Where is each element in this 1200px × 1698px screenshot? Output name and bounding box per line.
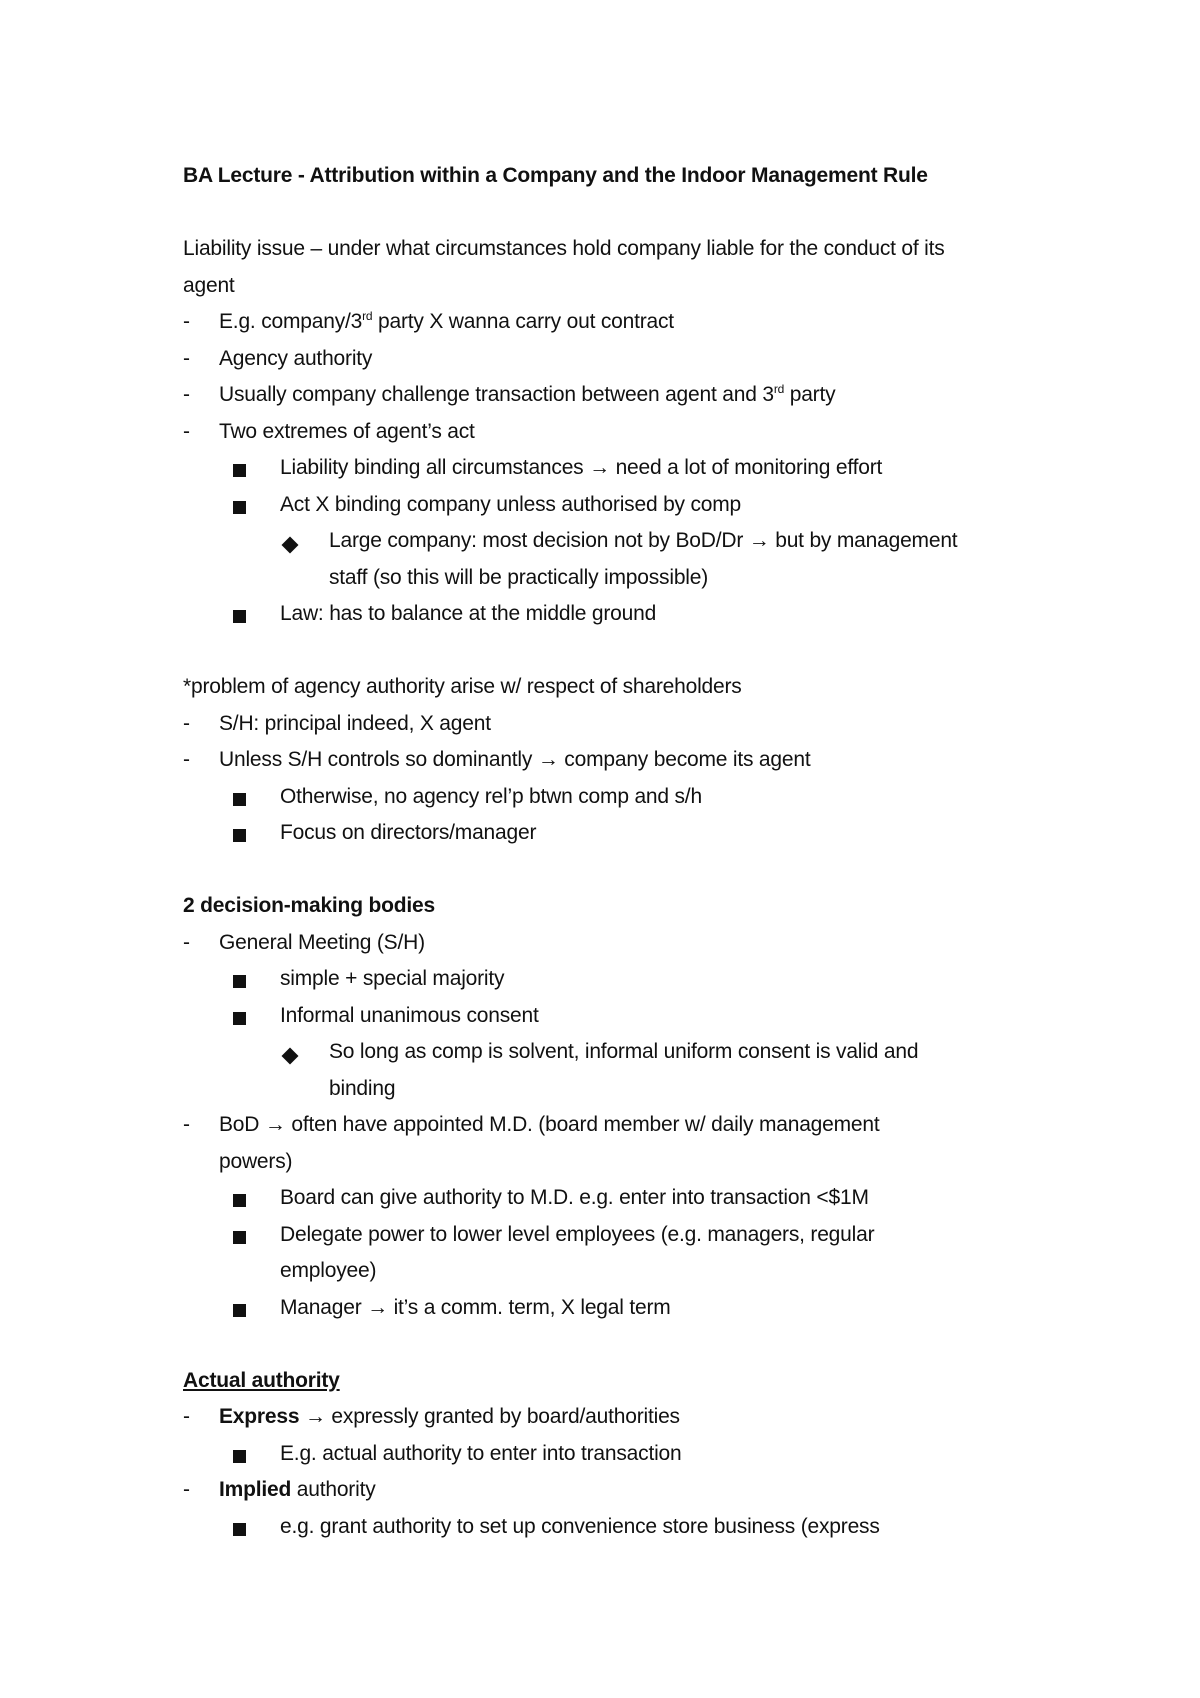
dash-bullet: -	[183, 383, 190, 406]
square-bullet-icon	[233, 1304, 246, 1317]
dash-bullet: -	[183, 748, 190, 771]
arrow-icon: →	[264, 1113, 286, 1136]
arrow-icon: →	[304, 1405, 326, 1428]
bodies-heading: 2 decision-making bodies	[183, 894, 435, 917]
dash-bullet: -	[183, 310, 190, 333]
sub-delegate-line1: Delegate power to lower level employees (e.g. managers, regular	[280, 1223, 875, 1246]
square-bullet-icon	[233, 464, 246, 477]
square-bullet-icon	[233, 975, 246, 988]
square-bullet-icon	[233, 1231, 246, 1244]
sub-board-authority: Board can give authority to M.D. e.g. enter into transaction <$1M	[280, 1186, 869, 1209]
bullet-bod-line2: powers)	[219, 1150, 293, 1173]
dash-bullet: -	[183, 347, 190, 370]
square-bullet-icon	[233, 793, 246, 806]
subsub-solvent-line2: binding	[329, 1077, 396, 1100]
diamond-bullet-icon	[282, 1048, 299, 1065]
bullet-bod-line1: BoD → often have appointed M.D. (board member w/ daily management	[219, 1113, 880, 1136]
bullet-sh-principal: S/H: principal indeed, X agent	[219, 712, 491, 735]
sub-convenience-store: e.g. grant authority to set up convenience store business (express	[280, 1515, 880, 1538]
arrow-icon: →	[367, 1296, 388, 1319]
arrow-icon: →	[748, 529, 770, 552]
square-bullet-icon	[233, 1523, 246, 1536]
bullet-implied: Implied authority	[219, 1478, 376, 1501]
dash-bullet: -	[183, 931, 190, 954]
subsub-large-company-line1: Large company: most decision not by BoD/Dr → but by management	[329, 529, 958, 552]
bullet-unless-sh: Unless S/H controls so dominantly → company become its agent	[219, 748, 811, 771]
sub-liability-binding: Liability binding all circumstances → need a lot of monitoring effort	[280, 456, 883, 479]
arrow-icon: →	[589, 456, 610, 479]
arrow-icon: →	[537, 748, 559, 771]
square-bullet-icon	[233, 1012, 246, 1025]
sub-delegate-line2: employee)	[280, 1259, 377, 1282]
dash-bullet: -	[183, 1113, 190, 1136]
sub-focus-directors: Focus on directors/manager	[280, 821, 537, 844]
dash-bullet: -	[183, 712, 190, 735]
sub-manager-term: Manager → it’s a comm. term, X legal term	[280, 1296, 671, 1319]
document-title: BA Lecture - Attribution within a Company and the Indoor Management Rule	[183, 164, 928, 187]
subsub-large-company-line2: staff (so this will be practically impossible)	[329, 566, 709, 589]
square-bullet-icon	[233, 501, 246, 514]
liability-intro-line2: agent	[183, 274, 235, 297]
bullet-eg-company: E.g. company/3rd party X wanna carry out contract	[219, 309, 674, 333]
dash-bullet: -	[183, 1478, 190, 1501]
diamond-bullet-icon	[282, 537, 299, 554]
bullet-two-extremes: Two extremes of agent’s act	[219, 420, 475, 443]
square-bullet-icon	[233, 1450, 246, 1463]
square-bullet-icon	[233, 829, 246, 842]
square-bullet-icon	[233, 610, 246, 623]
sub-eg-actual-authority: E.g. actual authority to enter into transaction	[280, 1442, 682, 1465]
sub-law-balance: Law: has to balance at the middle ground	[280, 602, 657, 625]
bullet-agency-authority: Agency authority	[219, 347, 373, 370]
sub-otherwise: Otherwise, no agency rel’p btwn comp and s/h	[280, 785, 702, 808]
sub-simple-special: simple + special majority	[280, 967, 505, 990]
liability-intro-line1: Liability issue – under what circumstances hold company liable for the conduct of its	[183, 237, 945, 260]
dash-bullet: -	[183, 420, 190, 443]
bullet-express: Express → expressly granted by board/authorities	[219, 1405, 680, 1428]
bullet-company-challenge: Usually company challenge transaction between agent and 3rd party	[219, 382, 836, 406]
bullet-general-meeting: General Meeting (S/H)	[219, 931, 425, 954]
problem-heading: *problem of agency authority arise w/ respect of shareholders	[183, 675, 742, 698]
dash-bullet: -	[183, 1405, 190, 1428]
sub-act-x-binding: Act X binding company unless authorised by comp	[280, 493, 742, 516]
actual-authority-heading: Actual authority	[183, 1369, 340, 1392]
square-bullet-icon	[233, 1194, 246, 1207]
sub-informal-consent: Informal unanimous consent	[280, 1004, 539, 1027]
subsub-solvent-line1: So long as comp is solvent, informal uniform consent is valid and	[329, 1040, 919, 1063]
